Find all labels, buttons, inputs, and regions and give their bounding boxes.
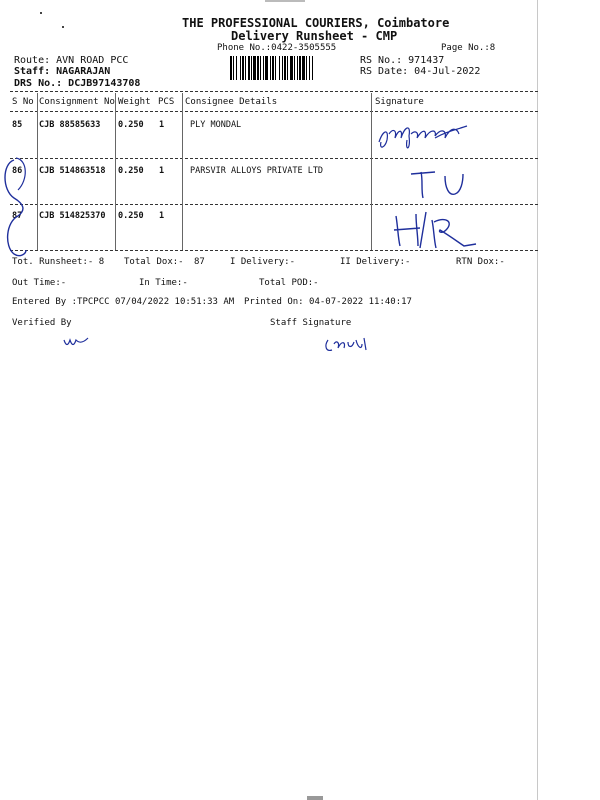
column-divider [371, 93, 372, 250]
signature-tu [405, 166, 475, 202]
barcode-bar [257, 56, 259, 80]
column-divider [115, 93, 116, 250]
cell-pcs: 1 [159, 166, 165, 176]
signature-ply-mondal [375, 120, 475, 154]
barcode-bar [302, 56, 305, 80]
barcode-bar [275, 56, 276, 80]
row-divider [10, 204, 538, 205]
printed-on: Printed On: 04-07-2022 11:40:17 [244, 297, 412, 307]
page-number: Page No.:8 [441, 43, 496, 53]
total-pod: Total POD:- [259, 278, 319, 288]
barcode-bar [294, 56, 295, 80]
staff-signature-label: Staff Signature [270, 318, 352, 328]
table-bottom-rule [10, 250, 538, 251]
scan-speck [62, 26, 64, 28]
signature-har [390, 208, 500, 250]
cell-sno: 87 [12, 211, 23, 221]
verified-by-initials [62, 334, 92, 348]
rs-date: RS Date: 04-Jul-2022 [360, 66, 481, 77]
in-time: In Time:- [139, 278, 188, 288]
barcode-bar [282, 56, 283, 80]
barcode-bar [263, 56, 264, 80]
barcode-bar [233, 56, 234, 80]
scan-artifact-top [265, 0, 305, 2]
tot-runsheet: Tot. Runsheet:- 8 [12, 257, 105, 267]
barcode-bar [309, 56, 310, 80]
barcode-bar [248, 56, 250, 80]
cell-weight: 0.250 [118, 166, 144, 176]
ii-delivery: II Delivery:- [340, 257, 411, 267]
barcode-bar [253, 56, 256, 80]
barcode-bar [272, 56, 274, 80]
barcode-bar [265, 56, 268, 80]
barcode-bar [287, 56, 288, 80]
barcode-bar [260, 56, 261, 80]
company-name: THE PROFESSIONAL COURIERS, Coimbatore [182, 16, 450, 30]
barcode-bar [236, 56, 237, 80]
barcode-bar [251, 56, 252, 80]
barcode-bar [297, 56, 298, 80]
cell-weight: 0.250 [118, 120, 144, 130]
column-header-weight: Weight [118, 97, 151, 107]
cell-sno: 85 [12, 120, 23, 130]
rs-number: RS No.: 971437 [360, 55, 445, 66]
barcode-bar [242, 56, 244, 80]
table-header-rule [10, 111, 538, 112]
barcode-bar [240, 56, 241, 80]
table-top-rule [10, 91, 538, 92]
drs-number: DRS No.: DCJB97143708 [14, 78, 141, 89]
document-title: Delivery Runsheet - CMP [231, 29, 398, 43]
column-divider [182, 93, 183, 250]
handwritten-bracket-mark [0, 150, 40, 260]
i-delivery: I Delivery:- [230, 257, 296, 267]
column-header-signature: Signature [375, 97, 424, 107]
cell-weight: 0.250 [118, 211, 144, 221]
total-dox-value: 87 [194, 257, 205, 267]
out-time: Out Time:- [12, 278, 67, 288]
column-header-consignee: Consignee Details [185, 97, 278, 107]
staff-label: Staff: NAGARAJAN [14, 66, 111, 77]
barcode-bar [230, 56, 232, 80]
barcode-bar [284, 56, 286, 80]
rtn-dox: RTN Dox:- [456, 257, 505, 267]
barcode-bar [306, 56, 307, 80]
cell-consignment: CJB 514825370 [39, 211, 106, 221]
barcode [230, 56, 344, 80]
cell-consignment: CJB 88585633 [39, 120, 101, 130]
cell-pcs: 1 [159, 211, 165, 221]
phone-number: Phone No.:0422-3505555 [217, 43, 337, 53]
cell-consignment: CJB 514863518 [39, 166, 106, 176]
entered-by: Entered By :TPCPCC 07/04/2022 10:51:33 AM [12, 297, 235, 307]
cell-sno: 86 [12, 166, 23, 176]
cell-consignee: PARSVIR ALLOYS PRIVATE LTD [190, 166, 324, 176]
barcode-bar [312, 56, 313, 80]
cell-consignee: PLY MONDAL [190, 120, 242, 130]
row-divider [10, 158, 538, 159]
verified-by-label: Verified By [12, 318, 72, 328]
barcode-bar [270, 56, 271, 80]
scan-edge-line [537, 0, 538, 800]
barcode-bar [299, 56, 301, 80]
cell-pcs: 1 [159, 120, 165, 130]
staff-signature-scribble [322, 334, 374, 356]
column-header-sno: S No [12, 97, 34, 107]
column-header-consignment: Consignment No [39, 97, 115, 107]
barcode-bar [279, 56, 280, 80]
scan-speck [40, 12, 42, 14]
scan-artifact-bottom [307, 796, 323, 800]
column-header-pcs: PCS [158, 97, 175, 107]
barcode-bar [245, 56, 246, 80]
route-label: Route: AVN ROAD PCC [14, 55, 129, 66]
total-dox-label: Total Dox:- [124, 257, 184, 267]
barcode-bar [290, 56, 293, 80]
